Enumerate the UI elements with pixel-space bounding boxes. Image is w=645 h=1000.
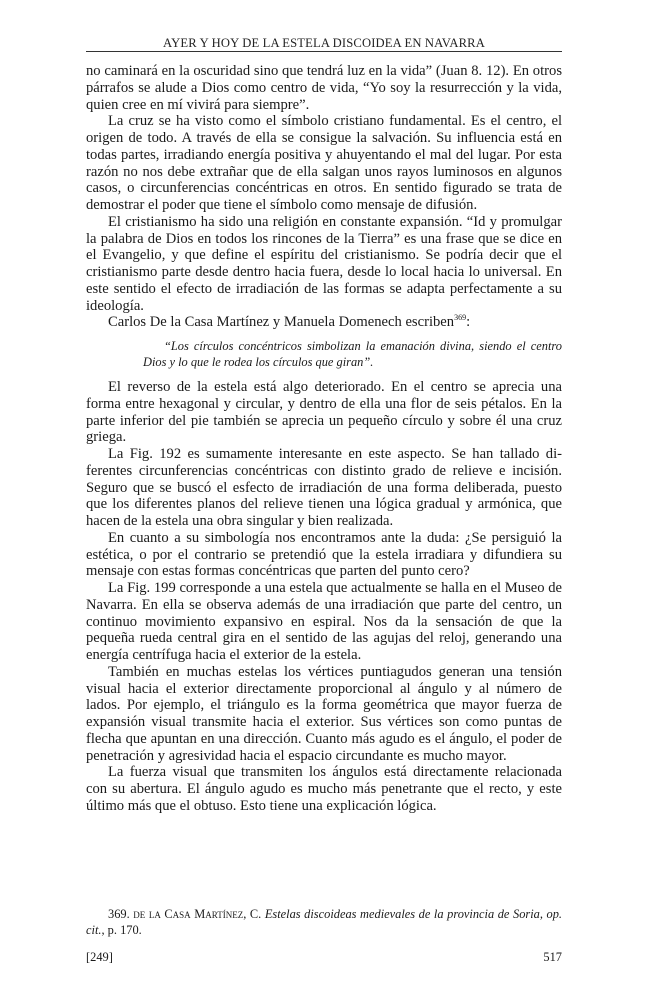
footnote-author: de la Casa Martínez	[133, 907, 244, 921]
paragraph-8: La Fig. 199 corresponde a una estela que actualmente se halla en el Museo de Navarra. En ella se observa además de una irradiación que parte del centro, un continuo movimiento expansivo en espiral. Nos da la sensación de que la pequeña rueda central gira en el sentido de las agujas del reloj, generando una energía centrífuga hacia el exterior de la estela.	[86, 580, 562, 663]
paragraph-10: La fuerza visual que transmiten los ángulos está directamente relacionada con su abertura. El ángulo agudo es mucho más penetrante que el recto, y este último más que el obtuso. Esto tiene una explicación lógica.	[86, 764, 562, 814]
footnote-number: 369.	[108, 907, 130, 921]
page-number: 517	[543, 950, 562, 964]
paragraph-9: También en muchas estelas los vértices puntiagudos generan una tensión visual hacia el exterior directamente proporcional al ángulo y al número de lados. Por ejemplo, el triángulo es la forma geométrica que mayor fuerza de expansión visual transmite hacia el exterior. Sus vértices son como puntas de flecha que apuntan en una dirección. Cuanto más agudo es el ángulo, el poder de penetración y agresividad hacia el espacio circundante es mucho mayor.	[86, 663, 562, 764]
paragraph-1: no caminará en la oscuridad sino que tendrá luz en la vida” (Juan 8. 12). En otros párrafos se alude a Dios como centro de vida, “Yo soy la resurrección y la vida, quien cree en mí vivirá para siempre”.	[86, 63, 562, 113]
running-head: AYER Y HOY DE LA ESTELA DISCOIDEA EN NAVARRA	[163, 36, 485, 50]
paragraph-6: La Fig. 192 es sumamente interesante en este aspecto. Se han tallado diferentes circunferencias concéntricas con distinto grado de relieve e incisión. Seguro que se buscó el esfecto de irradiación de una forma deliberada, puesto que los diferentes planos del relieve tienen una lógica gradual y armónica, que hacen de la estela una obra singular y bien realizada.	[86, 446, 562, 529]
footnote-title: Estelas discoideas medievales de la provincia de Soria, op. cit.	[86, 907, 562, 937]
body-text	[86, 63, 562, 815]
footnote-page: , p. 170.	[101, 923, 142, 937]
paragraph-7: En cuanto a su simbología nos encontramos ante la duda: ¿Se persiguió la estética, o por el contrario se pretendió que la estela irradiara y difundiera su mensaje con estas formas concéntricas que parten del punto cero?	[86, 529, 562, 580]
paragraph-4-tail: :	[466, 314, 471, 331]
header-rule	[86, 51, 562, 52]
paragraph-3: El cristianismo ha sido una religión en constante expansión. “Id y promulgar la palabra de Dios en todos los rincones de la Tierra” es una frase que se dice en el Evangelio, y que define el espíritu del cristianismo. Se podría decir que el cristianismo parte desde dentro hacia fuera, desde lo local hacia lo universal. En este sentido el efecto de irradiación de las formas se adapta perfectamente a su ideología.	[86, 213, 562, 314]
footnote-initial: , C.	[243, 907, 265, 921]
paragraph-4-text: Carlos De la Casa Martínez y Manuela Domenech escriben	[108, 314, 455, 331]
paragraph-5: El reverso de la estela está algo deteriorado. En el centro se aprecia una forma entre hexagonal y circular, y dentro de ella una flor de seis pétalos. En la parte inferior del pie también se aprecia un pequeño círculo y sobre él una cruz griega.	[86, 379, 562, 446]
page-footer	[86, 949, 562, 965]
footnote-369	[86, 906, 562, 938]
block-quote: “Los círculos concéntricos simbolizan la emanación divina, siendo el centro Dios y lo que le rodea los círculos que giran”.	[143, 339, 562, 369]
paragraph-4	[86, 314, 562, 331]
section-page-number: [249]	[86, 950, 113, 964]
footnote-reference[interactable]: 369	[454, 313, 467, 323]
paragraph-2: La cruz se ha visto como el símbolo cristiano fundamental. Es el centro, el origen de todo. A través de ella se consigue la salvación. Su influencia está en todas partes, irradiando energía positiva y ahuyentando el mal del lugar. Por esta razón no nos debe extrañar que de ella salgan unos rayos luminosos en algunos casos, o circunferencias concéntricas en otros. En sentido figurado se trata de demostrar el poder que tiene el símbolo como mensaje de difusión.	[86, 113, 562, 213]
